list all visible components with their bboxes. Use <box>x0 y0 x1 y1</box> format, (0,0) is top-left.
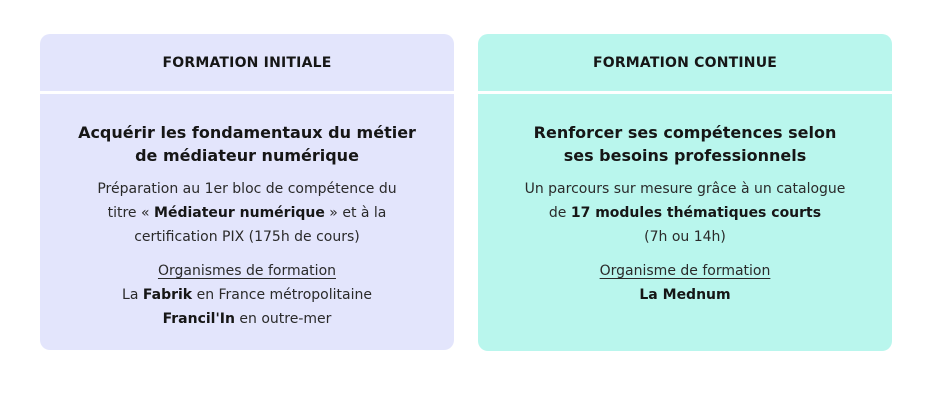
card-header <box>40 34 454 91</box>
organism-line-1 <box>506 283 864 307</box>
desc-line-3: certification PIX (175h de cours) <box>134 229 360 245</box>
organism-1-post: en France métropolitaine <box>192 287 372 303</box>
desc-line-1: Préparation au 1er bloc de compétence du <box>97 181 397 197</box>
card-description <box>506 177 864 249</box>
card-body <box>40 94 454 350</box>
organism-heading: Organisme de formation <box>599 263 771 279</box>
formation-continue-card <box>478 34 892 351</box>
card-headline <box>506 121 864 167</box>
card-header <box>478 34 892 91</box>
headline-line-2: de médiateur numérique <box>135 146 359 165</box>
card-headline <box>68 121 426 167</box>
diploma-name: Médiateur numérique <box>154 205 325 221</box>
organism-2-name: Francil'In <box>162 311 235 327</box>
desc-line-2 <box>68 201 426 225</box>
desc-line-2 <box>506 201 864 225</box>
organism-line-1 <box>68 283 426 307</box>
desc-line-2-pre: de <box>548 205 571 221</box>
headline-line-1: Renforcer ses compétences selon <box>533 123 837 142</box>
organism-1-pre: La <box>122 287 143 303</box>
organisms-heading: Organismes de formation <box>157 263 337 279</box>
desc-line-3: (7h ou 14h) <box>644 229 726 245</box>
card-title: FORMATION INITIALE <box>162 54 332 71</box>
organism-line-2 <box>68 307 426 331</box>
desc-line-2-post: » et à la <box>324 205 387 221</box>
card-description <box>68 177 426 249</box>
organism-1-name: Fabrik <box>142 287 193 303</box>
card-title: FORMATION CONTINUE <box>592 54 778 71</box>
modules-count: 17 modules thématiques courts <box>570 205 822 221</box>
desc-line-1: Un parcours sur mesure grâce à un catalogue <box>524 181 846 197</box>
desc-line-2-pre: titre « <box>107 205 155 221</box>
organism-1-name: La Mednum <box>639 287 731 303</box>
card-body <box>478 94 892 351</box>
headline-line-2: ses besoins professionnels <box>563 146 807 165</box>
headline-line-1: Acquérir les fondamentaux du métier <box>78 123 416 142</box>
organism-2-post: en outre-mer <box>234 311 332 327</box>
formation-initiale-card <box>40 34 454 350</box>
